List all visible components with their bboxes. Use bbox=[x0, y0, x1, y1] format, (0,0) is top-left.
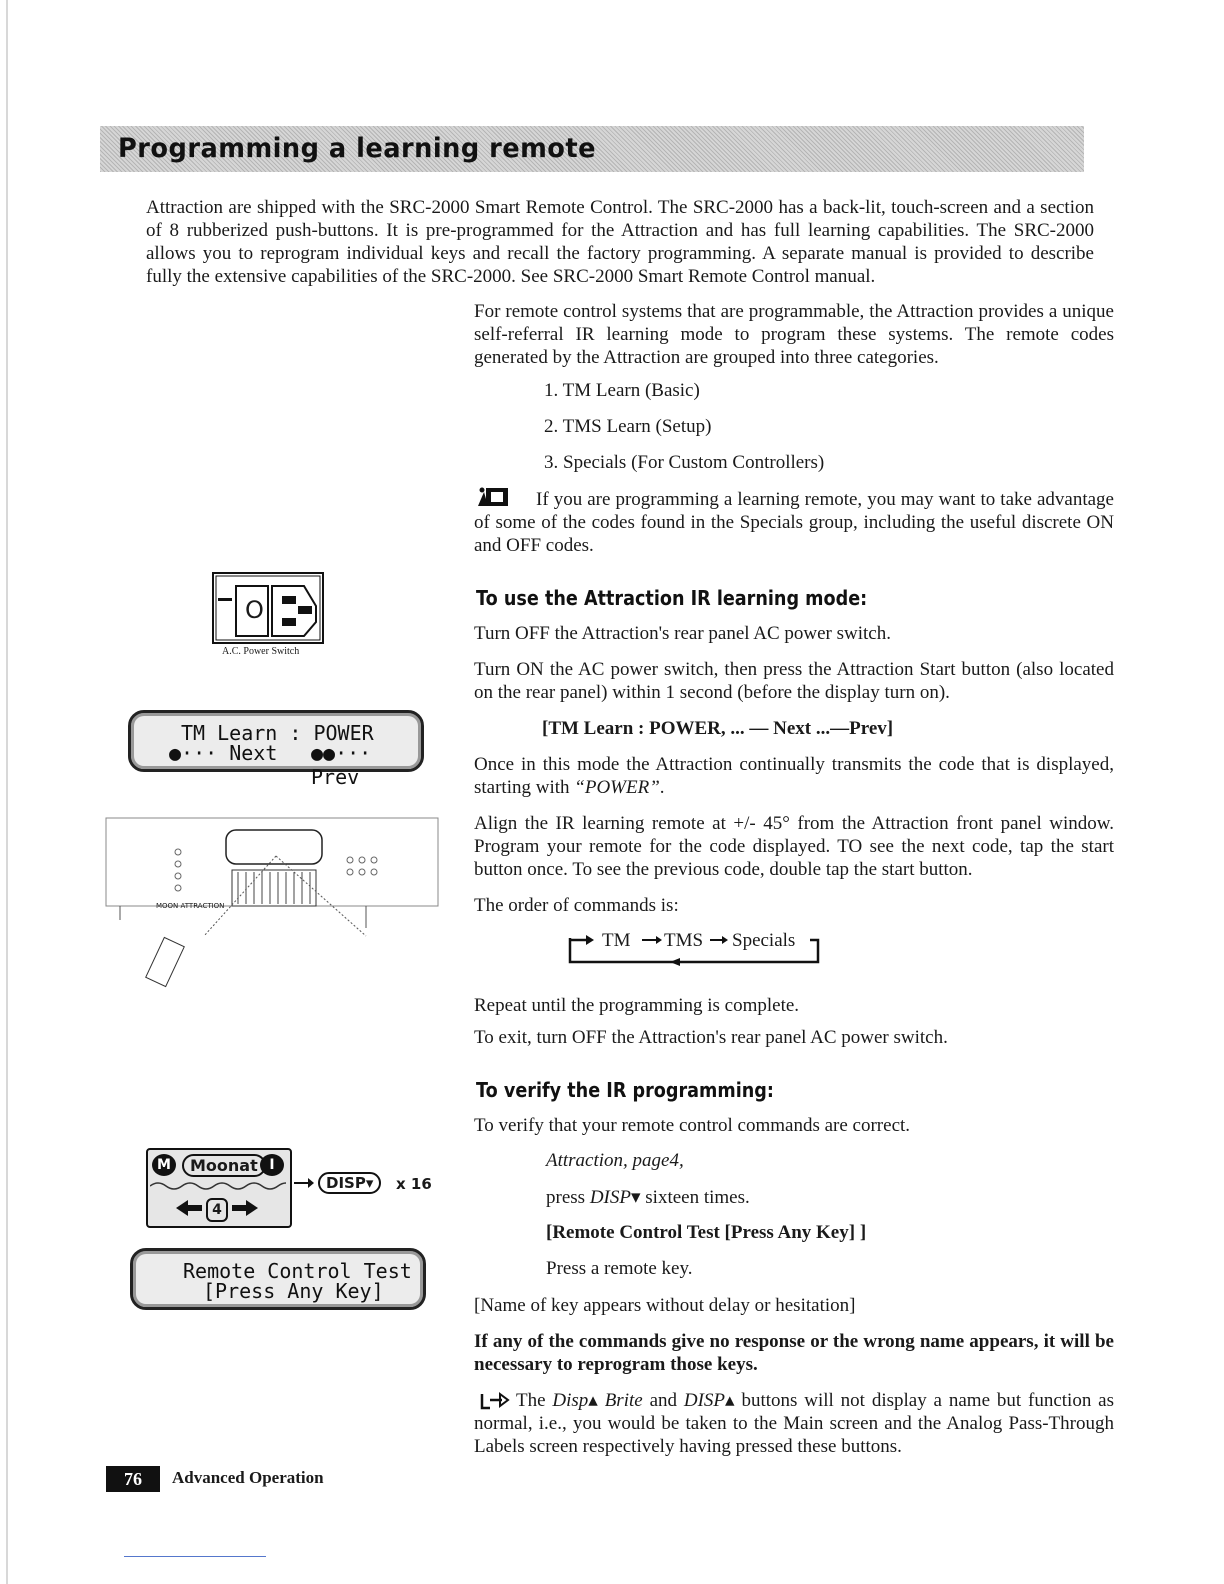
intro-paragraph: Attraction are shipped with the SRC-2000 Smart Remote Control. The SRC-2000 has a back-lit, touch-screen and a section of 8 rubberized push-buttons. It is pre-programmed for the Attraction and has full learning capabilities. The SRC-2000 allows you to reprogram individual keys and recall the factory programming. A separate manual is provided to describe fully the extensive capabilities of the SRC-2000. See SRC-2000 Smart Remote Control manual. bbox=[146, 197, 1094, 287]
front-panel-brand: MOON ATTRACTION bbox=[156, 902, 225, 910]
tip-paragraph: The Disp▴ Brite and DISP▴ buttons will not display a name but function as normal, i.e., you would be taken to the Main screen and the Analog Pass-Through Labels screen respectively having pressed these buttons. bbox=[474, 1390, 1115, 1457]
front-panel-diagram bbox=[104, 816, 440, 992]
flow-step: Specials bbox=[732, 930, 796, 951]
page-title: Programming a learning remote bbox=[118, 133, 597, 164]
display-readout: [TM Learn : POWER, ... — Next ...—Prev] bbox=[542, 718, 894, 739]
mode-description: Once in this mode the Attraction continually transmits the code that is displayed, starting with “POWER”. bbox=[474, 754, 1114, 798]
remote-menu-button: M bbox=[152, 1154, 176, 1176]
remote-source-button: Moonat bbox=[182, 1154, 266, 1177]
page-number: 76 bbox=[106, 1466, 160, 1492]
order-label: The order of commands is: bbox=[474, 895, 679, 916]
remote-info-button: I bbox=[260, 1154, 284, 1176]
lcd-line-2-next: ●··· Next bbox=[169, 741, 278, 765]
lcd-display-test bbox=[130, 1248, 426, 1310]
section-heading-verify: To verify the IR programming: bbox=[476, 1078, 774, 1102]
power-switch-caption: A.C. Power Switch bbox=[222, 646, 300, 657]
lcd-test-line-2: [Press Any Key] bbox=[203, 1279, 384, 1303]
lcd-line-1: TM Learn : POWER bbox=[181, 721, 374, 745]
verify-step-key: Press a remote key. bbox=[546, 1258, 693, 1279]
intro-paragraph-2: For remote control systems that are programmable, the Attraction provides a unique self-referral IR learning mode to program these systems. The remote codes generated by the Attraction are grouped into three categories. bbox=[474, 301, 1114, 368]
binding-edge bbox=[6, 0, 8, 1584]
left-arrow-icon bbox=[174, 1198, 204, 1218]
remote-keypad-figure bbox=[146, 1148, 292, 1228]
right-arrow-icon bbox=[230, 1198, 260, 1218]
repeat-instruction: Repeat until the programming is complete. bbox=[474, 995, 800, 1016]
power-switch-figure bbox=[212, 572, 324, 644]
flow-step: TM bbox=[602, 930, 631, 951]
list-item: 3. Specials (For Custom Controllers) bbox=[544, 452, 825, 473]
power-switch-diagram bbox=[212, 572, 324, 644]
list-item: 1. TM Learn (Basic) bbox=[544, 380, 700, 401]
lcd-test-line-1: Remote Control Test bbox=[183, 1259, 412, 1283]
note-paragraph: If you are programming a learning remote, you may want to take advantage of some of the codes found in the Specials group, including the useful discrete ON and OFF codes. bbox=[474, 489, 1114, 556]
list-item: 2. TMS Learn (Setup) bbox=[544, 416, 712, 437]
footer-label: Advanced Operation bbox=[172, 1468, 324, 1487]
command-order-flow bbox=[566, 928, 826, 968]
lcd-line-2-prev: ●●··· Prev bbox=[311, 741, 372, 789]
front-panel-figure bbox=[104, 816, 440, 992]
verify-result: [Name of key appears without delay or hesitation] bbox=[474, 1295, 856, 1316]
warning-note: If any of the commands give no response or the wrong name appears, it will be necessary to reprogram those keys. bbox=[474, 1331, 1114, 1375]
remote-wave-divider bbox=[150, 1180, 286, 1192]
section-heading-learning-mode: To use the Attraction IR learning mode: bbox=[476, 586, 868, 610]
step-turn-on: Turn ON the AC power switch, then press the Attraction Start button (also located on the rear panel) within 1 second (before the display turn on). bbox=[474, 659, 1114, 703]
verify-step-page: Attraction, page4, bbox=[546, 1150, 684, 1171]
switch-off-symbol: O bbox=[245, 596, 264, 624]
verify-intro: To verify that your remote control commands are correct. bbox=[474, 1115, 911, 1136]
exit-instruction: To exit, turn OFF the Attraction's rear panel AC power switch. bbox=[474, 1027, 948, 1048]
disp-press-count: x 16 bbox=[396, 1175, 432, 1193]
remote-number-button: 4 bbox=[206, 1198, 228, 1222]
flow-step: TMS bbox=[664, 930, 704, 951]
align-instructions: Align the IR learning remote at +/- 45° from the Attraction front panel window. Program your remote for the code displayed. TO see the next code, tap the start button once. To see the previous code, double tap the start button. bbox=[474, 813, 1114, 880]
arrow-right-icon bbox=[292, 1176, 316, 1190]
lcd-display-learning bbox=[128, 710, 424, 789]
step-turn-off: Turn OFF the Attraction's rear panel AC power switch. bbox=[474, 623, 891, 644]
verify-step-press: press DISP▾ sixteen times. bbox=[546, 1187, 750, 1208]
footer-rule bbox=[124, 1556, 266, 1557]
verify-display-readout: [Remote Control Test [Press Any Key] ] bbox=[546, 1222, 867, 1243]
disp-button: DISP▾ bbox=[318, 1172, 381, 1194]
